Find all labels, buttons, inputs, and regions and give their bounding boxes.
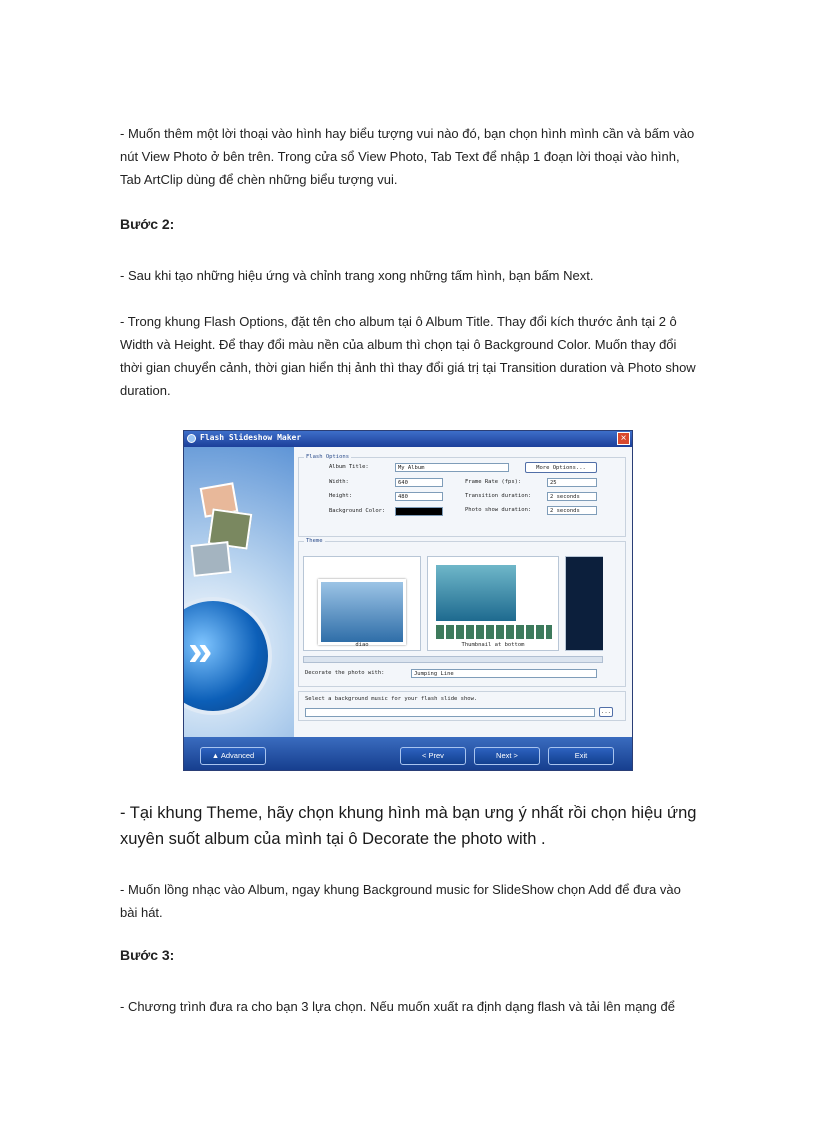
paragraph-export: - Chương trình đưa ra cho bạn 3 lựa chọn. Nếu muốn xuất ra định dạng flash và tải lên mạng để <box>120 999 675 1014</box>
more-options-button[interactable]: More Options... <box>525 462 597 473</box>
options-panel <box>294 447 633 737</box>
flash-options-group <box>298 454 626 537</box>
album-title-input[interactable]: My Album <box>395 463 509 472</box>
paragraph-view-photo: - Muốn thêm một lời thoại vào hình hay biểu tượng vui nào đó, bạn chọn hình mình cần và bấm vào nút View Photo ở bên trên. Trong cửa sổ View Photo, Tab Text để nhập 1 đoạn lời thoại vào hình, Tab ArtClip dùng để chèn những biểu tượng vui. <box>120 126 695 187</box>
decorate-select[interactable]: Jumping Line <box>411 669 597 678</box>
background-color-label: Background Color: <box>329 508 386 514</box>
width-input[interactable]: 640 <box>395 478 443 487</box>
theme-strip[interactable] <box>303 556 603 654</box>
frame-rate-input[interactable]: 25 <box>547 478 597 487</box>
theme-preview-image <box>318 579 406 645</box>
decorate-label: Decorate the photo with: <box>305 670 385 676</box>
window-title: Flash Slideshow Maker <box>200 433 302 442</box>
heading-step-3: Bước 3: <box>120 947 175 963</box>
background-music-input[interactable] <box>305 708 595 717</box>
transition-duration-select[interactable]: 2 seconds <box>547 492 597 501</box>
paragraph-flash-options: - Trong khung Flash Options, đặt tên cho album tại ô Album Title. Thay đổi kích thước ảnh tại 2 ô Width và Height. Để thay đổi màu nền của album thì chọn tại ô Background Color. Muốn thay đổi thời gian chuyển cảnh, thời gian hiển thị ảnh thì thay đổi giá trị tại Transition duration và Photo show duration. <box>120 314 696 398</box>
advanced-button[interactable]: ▲ Advanced <box>200 747 266 765</box>
navigation-bar <box>184 737 632 771</box>
height-input[interactable]: 480 <box>395 492 443 501</box>
photo-show-duration-label: Photo show duration: <box>465 507 532 513</box>
frame-rate-label: Frame Rate (fps): <box>465 479 522 485</box>
prev-button[interactable]: < Prev <box>400 747 466 765</box>
browse-button[interactable]: ... <box>599 707 613 717</box>
background-color-picker[interactable] <box>395 507 443 516</box>
advanced-label: Advanced <box>220 751 255 760</box>
exit-button[interactable]: Exit <box>548 747 614 765</box>
width-label: Width: <box>329 479 349 485</box>
background-music-group <box>298 691 626 721</box>
app-icon <box>187 434 196 443</box>
thumbnail-row <box>436 625 552 639</box>
theme-option-diao[interactable] <box>303 556 421 651</box>
paragraph-music: - Muốn lồng nhạc vào Album, ngay khung Background music for SlideShow chọn Add để đưa vào bài hát. <box>120 882 681 920</box>
flash-slideshow-maker-screenshot <box>183 430 633 771</box>
height-label: Height: <box>329 493 353 499</box>
theme-group <box>298 538 626 687</box>
paragraph-next: - Sau khi tạo những hiệu ứng và chỉnh trang xong những tấm hình, bạn bấm Next. <box>120 268 594 283</box>
next-button[interactable]: Next > <box>474 747 540 765</box>
theme-legend: Theme <box>306 538 323 544</box>
theme-option-partial[interactable] <box>565 556 603 651</box>
paragraph-theme: - Tại khung Theme, hãy chọn khung hình mà bạn ưng ý nhất rồi chọn hiệu ứng xuyên suốt album của mình tại ô Decorate the photo with . <box>120 804 697 848</box>
photo-image <box>190 541 231 577</box>
theme-option-thumbnail-at-bottom[interactable] <box>427 556 559 651</box>
close-icon[interactable]: × <box>617 432 630 445</box>
transition-duration-label: Transition duration: <box>465 493 532 499</box>
decorative-side-panel <box>184 447 294 737</box>
play-circle-icon: » <box>183 597 272 715</box>
background-music-label: Select a background music for your flash slide show. <box>305 696 478 702</box>
theme-preview-image <box>436 565 516 621</box>
theme-caption: Thumbnail at bottom <box>461 642 525 648</box>
album-title-label: Album Title: <box>329 464 369 470</box>
window-titlebar <box>184 431 632 447</box>
theme-caption: diao <box>355 642 369 648</box>
heading-step-2: Bước 2: <box>120 216 175 232</box>
photo-show-duration-select[interactable]: 2 seconds <box>547 506 597 515</box>
theme-scrollbar[interactable] <box>303 656 603 663</box>
flash-options-legend: Flash Options <box>306 454 350 460</box>
